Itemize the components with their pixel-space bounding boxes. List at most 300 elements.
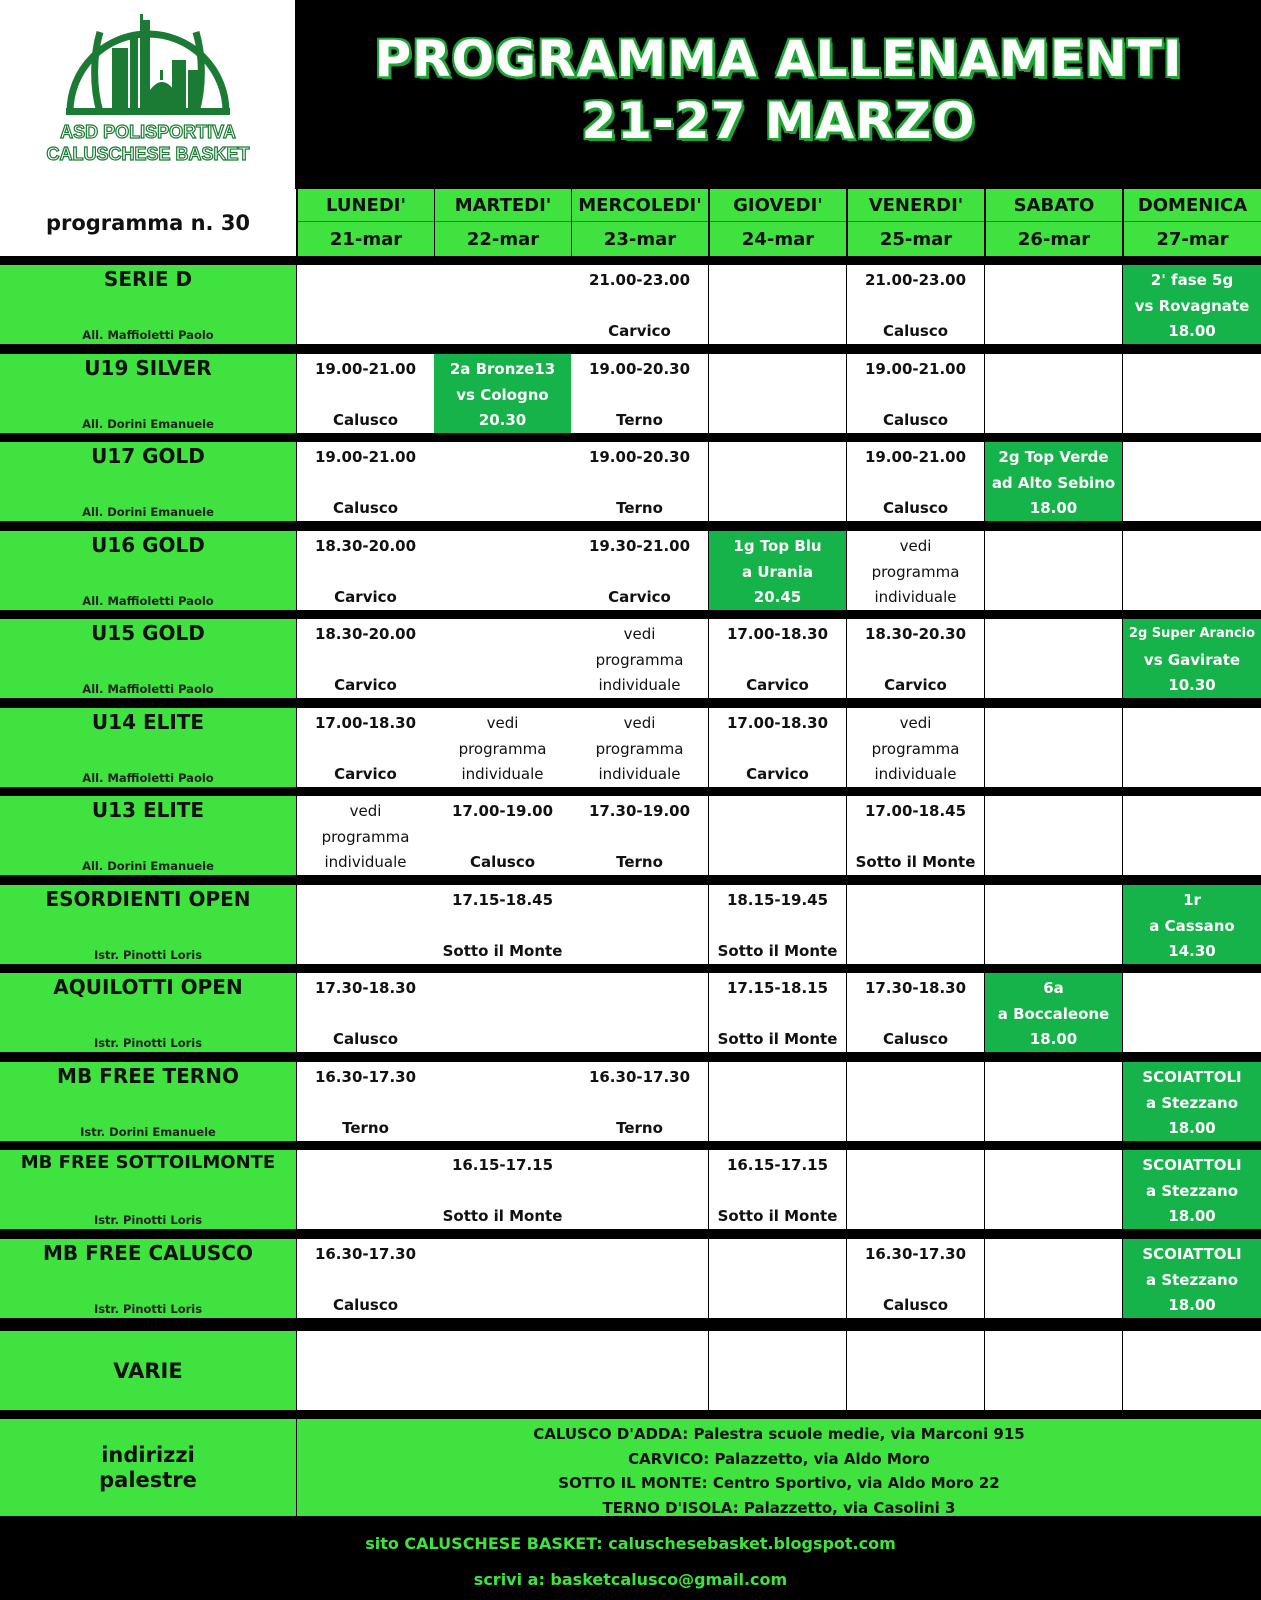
training-cell [709, 619, 846, 698]
cell-line: Calusco [882, 499, 949, 517]
empty-cell [571, 885, 708, 964]
address-line: CALUSCO D'ADDA: Palestra scuole medie, via Marconi 915 [533, 1425, 1025, 1443]
cell-line: 6a [1043, 979, 1064, 997]
cell-line: Carvico [334, 588, 397, 606]
cell-line: individuale [598, 765, 681, 783]
cell-line [571, 824, 708, 850]
match-cell [985, 973, 1122, 1052]
day-header [297, 189, 434, 256]
cell-line: vedi [349, 802, 382, 820]
day-date: 27-mar [1156, 229, 1229, 250]
cell-line: 19.00-20.30 [588, 360, 691, 378]
team-label [0, 442, 296, 521]
empty-cell [709, 796, 846, 875]
empty-cell [571, 1239, 708, 1318]
cell-line: 2a Bronze13 [449, 360, 556, 378]
team-name: AQUILOTTI OPEN [53, 975, 243, 999]
empty-cell [297, 885, 434, 964]
training-cell [434, 885, 571, 964]
cell-line: 19.00-21.00 [314, 360, 417, 378]
cell-line [297, 382, 434, 408]
empty-cell [985, 354, 1122, 433]
empty-cell [847, 1331, 984, 1410]
empty-cell [985, 1150, 1122, 1229]
coach-name: Istr. Pinotti Loris [93, 1213, 203, 1227]
training-cell [434, 1150, 571, 1229]
cell-line: Carvico [884, 676, 947, 694]
team-name: U15 GOLD [91, 621, 205, 645]
empty-cell [297, 1150, 434, 1229]
logo-text-2: CALUSCHESE BASKET [46, 144, 250, 164]
cell-line: Calusco [332, 1030, 399, 1048]
training-cell [709, 708, 846, 787]
cell-line [571, 559, 708, 585]
cell-line: vs Rovagnate [1134, 297, 1250, 315]
empty-cell [1123, 973, 1261, 1052]
cell-line: 20.30 [478, 411, 527, 429]
cell-line [847, 470, 984, 496]
cell-line: a Stezzano [1145, 1094, 1239, 1112]
empty-cell [434, 619, 571, 698]
cell-line: Terno [616, 499, 663, 517]
cell-line: 18.00 [1168, 1207, 1216, 1225]
cell-line [434, 913, 571, 939]
empty-cell [571, 1150, 708, 1229]
cell-line: Calusco [332, 1296, 399, 1314]
cell-line: Sotto il Monte [717, 942, 838, 960]
footer-email-link[interactable]: scrivi a: basketcalusco@gmail.com [473, 1570, 788, 1589]
club-logo [0, 0, 296, 189]
cell-line: 17.00-18.45 [864, 802, 967, 820]
team-label [0, 354, 296, 433]
training-cell [847, 531, 984, 610]
day-name: DOMENICA [1124, 189, 1261, 222]
team-name: MB FREE TERNO [57, 1064, 239, 1088]
cell-line: 17.30-18.30 [314, 979, 417, 997]
empty-cell [985, 885, 1122, 964]
day-date: 25-mar [879, 229, 953, 250]
table-row [0, 885, 1261, 964]
empty-cell [297, 265, 434, 344]
cell-line: Sotto il Monte [442, 942, 563, 960]
cell-line: a Urania [742, 563, 813, 581]
empty-cell [709, 1239, 846, 1318]
match-cell [985, 442, 1122, 521]
title-line-2: 21-27 MARZO [581, 92, 976, 150]
table-row [0, 1239, 1261, 1318]
team-name: U14 ELITE [91, 710, 205, 734]
cell-line: Calusco [882, 1296, 949, 1314]
cell-line: 19.00-21.00 [864, 360, 967, 378]
gym-addresses [0, 1419, 1261, 1516]
cell-line [847, 293, 984, 319]
training-cell [571, 265, 708, 344]
cell-line: 10.30 [1168, 676, 1216, 694]
empty-cell [1123, 442, 1261, 521]
coach-name: All. Maffioletti Paolo [82, 771, 214, 785]
empty-cell [985, 796, 1122, 875]
cell-line: vedi [899, 537, 932, 555]
training-cell [847, 1239, 984, 1318]
cell-line: 18.30-20.30 [864, 625, 967, 643]
empty-cell [1123, 708, 1261, 787]
coach-name: All. Dorini Emanuele [82, 417, 214, 431]
cell-line [847, 1001, 984, 1027]
empty-cell [985, 265, 1122, 344]
cell-line [297, 736, 434, 762]
team-label [0, 885, 296, 964]
cell-line: Sotto il Monte [442, 1207, 563, 1225]
cell-line [297, 1001, 434, 1027]
training-cell [297, 1239, 434, 1318]
training-cell [297, 1062, 434, 1141]
day-date: 26-mar [1017, 229, 1091, 250]
cell-line: a Cassano [1149, 917, 1235, 935]
training-cell [297, 619, 434, 698]
cell-line: 17.15-18.45 [451, 891, 554, 909]
match-cell [434, 354, 571, 433]
table-row [0, 1062, 1261, 1141]
day-header [985, 189, 1122, 256]
cell-line [709, 1178, 846, 1204]
cell-line: 21.00-23.00 [588, 271, 691, 289]
training-cell [571, 708, 708, 787]
addresses-label-line-1: indirizzi [101, 1443, 195, 1467]
coach-name: All. Dorini Emanuele [82, 859, 214, 873]
cell-line: 18.00 [1168, 1296, 1216, 1314]
training-cell [709, 973, 846, 1052]
empty-cell [847, 885, 984, 964]
cell-line: programma [321, 828, 410, 846]
cell-line: 18.00 [1168, 322, 1216, 340]
cell-line: a Stezzano [1145, 1271, 1239, 1289]
coach-name: Istr. Pinotti Loris [93, 1302, 203, 1316]
cell-line [709, 647, 846, 673]
cell-line: Carvico [334, 765, 397, 783]
cell-line: a Boccaleone [997, 1005, 1110, 1023]
cell-line: Calusco [332, 411, 399, 429]
cell-line: programma [871, 740, 960, 758]
day-name: GIOVEDI' [710, 189, 846, 222]
training-cell [847, 973, 984, 1052]
cell-line [434, 1178, 571, 1204]
table-row [0, 973, 1261, 1052]
team-label [0, 531, 296, 610]
empty-cell [434, 1239, 571, 1318]
match-cell [1123, 1062, 1261, 1141]
coach-name: All. Maffioletti Paolo [82, 328, 214, 342]
training-cell [571, 1062, 708, 1141]
cell-line: Calusco [332, 499, 399, 517]
footer-site-link[interactable]: sito CALUSCHESE BASKET: caluschesebasket.blogspot.com [365, 1534, 896, 1553]
title-line-1: PROGRAMMA ALLENAMENTI [374, 30, 1183, 88]
page-title [296, 0, 1261, 189]
basketball-skyline-logo [0, 0, 296, 189]
day-date: 24-mar [741, 229, 815, 250]
cell-line: 17.00-18.30 [726, 625, 829, 643]
cell-line: programma [871, 563, 960, 581]
empty-cell [297, 1331, 434, 1410]
empty-cell [434, 1331, 571, 1410]
empty-cell [709, 442, 846, 521]
cell-line [297, 559, 434, 585]
cell-line: 18.30-20.00 [314, 625, 417, 643]
day-header [1123, 189, 1261, 256]
training-cell [709, 885, 846, 964]
footer [0, 1516, 1261, 1600]
cell-line: SCOIATTOLI [1142, 1156, 1242, 1174]
cell-line: vedi [899, 714, 932, 732]
team-name: U16 GOLD [91, 533, 205, 557]
cell-line: 16.15-17.15 [726, 1156, 829, 1174]
cell-line [847, 824, 984, 850]
cell-line: Carvico [746, 765, 809, 783]
cell-line [709, 736, 846, 762]
cell-line: 19.00-21.00 [864, 448, 967, 466]
cell-line: 17.30-18.30 [864, 979, 967, 997]
training-cell [297, 796, 434, 875]
cell-line: 19.00-21.00 [314, 448, 417, 466]
cell-line: 18.00 [1168, 1119, 1216, 1137]
table-row [0, 354, 1261, 433]
training-cell [297, 973, 434, 1052]
coach-name: All. Dorini Emanuele [82, 505, 214, 519]
team-label [0, 708, 296, 787]
cell-line: vs Gavirate [1143, 651, 1241, 669]
cell-line: 18.00 [1029, 1030, 1078, 1048]
day-name: MERCOLEDI' [572, 189, 708, 222]
coach-name: Istr. Pinotti Loris [93, 1036, 203, 1050]
cell-line: Carvico [334, 676, 397, 694]
empty-cell [434, 973, 571, 1052]
addresses-label [0, 1419, 296, 1516]
cell-line: programma [458, 740, 547, 758]
team-label [0, 265, 296, 344]
cell-line [709, 1001, 846, 1027]
addresses-list [297, 1419, 1261, 1516]
day-date: 21-mar [329, 229, 403, 250]
day-header [847, 189, 984, 256]
match-cell [1123, 619, 1261, 698]
cell-line: a Stezzano [1145, 1182, 1239, 1200]
day-name: SABATO [986, 189, 1122, 222]
empty-cell [985, 619, 1122, 698]
empty-cell [709, 265, 846, 344]
address-line: CARVICO: Palazzetto, via Aldo Moro [628, 1449, 930, 1468]
team-name: SERIE D [103, 267, 193, 291]
cell-line: SCOIATTOLI [1142, 1068, 1242, 1086]
cell-line: 2g Top Verde [998, 448, 1109, 466]
cell-line: 14.30 [1168, 942, 1216, 960]
training-cell [434, 708, 571, 787]
coach-name: All. Maffioletti Paolo [82, 594, 214, 608]
training-cell [571, 796, 708, 875]
cell-line [571, 470, 708, 496]
cell-line: vedi [623, 714, 656, 732]
training-cell [847, 354, 984, 433]
cell-line: SCOIATTOLI [1142, 1245, 1242, 1263]
cell-line: 16.30-17.30 [314, 1245, 417, 1263]
table-row [0, 708, 1261, 787]
cell-line: vedi [623, 625, 656, 643]
cell-line [847, 382, 984, 408]
match-cell [709, 531, 846, 610]
cell-line: Carvico [746, 676, 809, 694]
cell-line: individuale [324, 853, 407, 871]
cell-line [434, 824, 571, 850]
empty-cell [434, 531, 571, 610]
team-name: U17 GOLD [91, 444, 205, 468]
logo-text-1: ASD POLISPORTIVA [60, 122, 236, 142]
cell-line: Calusco [882, 322, 949, 340]
team-label [0, 973, 296, 1052]
cell-line: Calusco [882, 1030, 949, 1048]
cell-line: 17.00-18.30 [726, 714, 829, 732]
empty-cell [1123, 796, 1261, 875]
team-name: MB FREE CALUSCO [43, 1241, 253, 1265]
training-cell [297, 531, 434, 610]
coach-name: All. Maffioletti Paolo [82, 682, 214, 696]
cell-line: individuale [598, 676, 681, 694]
training-cell [571, 531, 708, 610]
day-header [434, 189, 571, 256]
cell-line: Carvico [608, 588, 671, 606]
cell-line: 1g Top Blu [733, 537, 822, 555]
table-row [0, 442, 1261, 521]
training-cell [297, 354, 434, 433]
cell-line: 16.30-17.30 [864, 1245, 967, 1263]
cell-line: 17.30-19.00 [588, 802, 691, 820]
cell-line [297, 1090, 434, 1116]
cell-line: 20.45 [753, 588, 802, 606]
cell-line: 18.00 [1029, 499, 1078, 517]
varie-label: VARIE [0, 1331, 296, 1410]
varie-row [0, 1331, 1261, 1410]
table-row [0, 265, 1261, 344]
day-name: VENERDI' [848, 189, 984, 222]
cell-line: vedi [486, 714, 519, 732]
coach-name: Istr. Pinotti Loris [93, 948, 203, 962]
training-cell [434, 796, 571, 875]
cell-line: Terno [616, 1119, 663, 1137]
cell-line: 18.30-20.00 [314, 537, 417, 555]
day-header [709, 189, 846, 256]
cell-line: ad Alto Sebino [991, 474, 1116, 492]
cell-line [571, 293, 708, 319]
empty-cell [1123, 531, 1261, 610]
cell-line: 19.30-21.00 [588, 537, 691, 555]
cell-line: 17.15-18.15 [726, 979, 829, 997]
cell-line: individuale [874, 588, 957, 606]
address-line: TERNO D'ISOLA: Palazzetto, via Casolini 3 [602, 1498, 956, 1517]
table-row [0, 531, 1261, 610]
training-cell [297, 708, 434, 787]
cell-line [297, 1267, 434, 1293]
cell-line: 17.00-18.30 [314, 714, 417, 732]
cell-line: individuale [461, 765, 544, 783]
cell-line [571, 382, 708, 408]
match-cell [1123, 885, 1261, 964]
cell-line: Sotto il Monte [855, 853, 976, 871]
team-label [0, 619, 296, 698]
cell-line: Sotto il Monte [717, 1030, 838, 1048]
cell-line: 21.00-23.00 [864, 271, 967, 289]
team-name: ESORDIENTI OPEN [45, 887, 251, 911]
cell-line: 2' fase 5g [1150, 271, 1234, 289]
program-number: programma n. 30 [0, 189, 296, 256]
addresses-label-line-2: palestre [99, 1468, 197, 1492]
cell-line [709, 913, 846, 939]
table-row [0, 1150, 1261, 1229]
cell-line [571, 1090, 708, 1116]
empty-cell [709, 1062, 846, 1141]
cell-line: Terno [342, 1119, 389, 1137]
training-cell [847, 265, 984, 344]
cell-line: 2g Super Arancio [1128, 626, 1256, 641]
team-label [0, 1062, 296, 1141]
empty-cell [985, 1062, 1122, 1141]
cell-line: Carvico [608, 322, 671, 340]
training-cell [847, 619, 984, 698]
cell-line: programma [595, 651, 684, 669]
team-name: U13 ELITE [91, 798, 205, 822]
empty-cell [985, 531, 1122, 610]
day-header [571, 189, 708, 256]
empty-cell [434, 265, 571, 344]
day-date: 22-mar [466, 229, 540, 250]
cell-line: Terno [616, 411, 663, 429]
cell-line: 18.15-19.45 [726, 891, 829, 909]
team-name: MB FREE SOTTOILMONTE [20, 1152, 276, 1173]
cell-line [297, 647, 434, 673]
cell-line: Calusco [882, 411, 949, 429]
cell-line: programma [595, 740, 684, 758]
match-cell [1123, 265, 1261, 344]
address-line: SOTTO IL MONTE: Centro Sportivo, via Aldo Moro 22 [558, 1474, 1000, 1492]
training-cell [847, 796, 984, 875]
table-row [0, 619, 1261, 698]
cell-line: Calusco [469, 853, 536, 871]
training-cell [847, 442, 984, 521]
cell-line: 19.00-20.30 [588, 448, 691, 466]
cell-line: 16.30-17.30 [314, 1068, 417, 1086]
empty-cell [434, 1062, 571, 1141]
empty-cell [434, 442, 571, 521]
training-cell [571, 442, 708, 521]
table-row [0, 796, 1261, 875]
empty-cell [847, 1062, 984, 1141]
empty-cell [709, 1331, 846, 1410]
cell-line: 17.00-19.00 [451, 802, 554, 820]
day-name: LUNEDI' [298, 189, 434, 222]
empty-cell [709, 354, 846, 433]
day-date: 23-mar [603, 229, 677, 250]
empty-cell [571, 1331, 708, 1410]
coach-name: Istr. Dorini Emanuele [80, 1125, 216, 1139]
empty-cell [985, 708, 1122, 787]
empty-cell [1123, 354, 1261, 433]
training-cell [847, 708, 984, 787]
training-cell [297, 442, 434, 521]
team-label [0, 796, 296, 875]
empty-cell [1123, 1331, 1261, 1410]
cell-line: Terno [616, 853, 663, 871]
cell-line: vs Cologno [456, 386, 549, 404]
empty-cell [571, 973, 708, 1052]
training-cell [571, 619, 708, 698]
training-cell [709, 1150, 846, 1229]
team-label [0, 1150, 296, 1229]
